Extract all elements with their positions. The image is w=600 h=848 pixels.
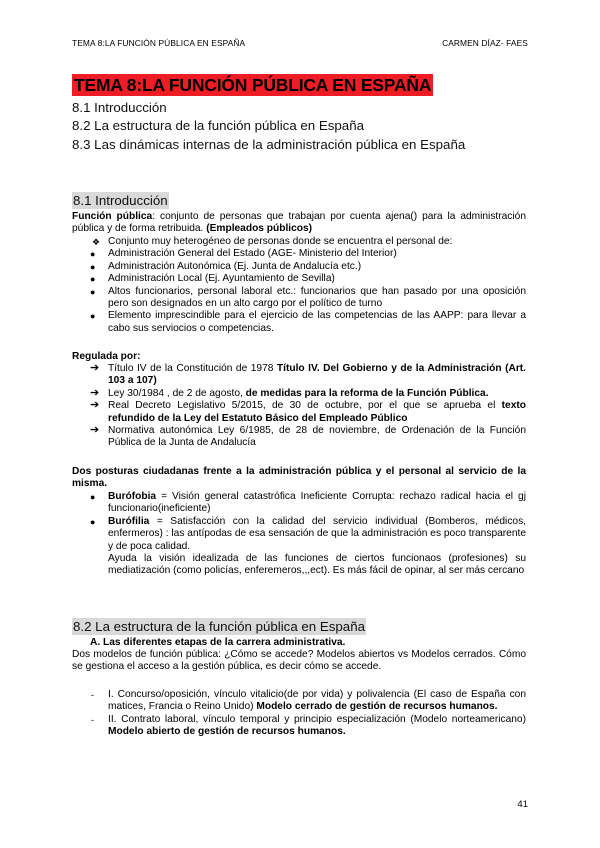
administration-list [90,248,526,335]
dash-bullet-icon: - [91,690,94,700]
arrow-bullet-icon: ➔ [90,424,100,437]
bullet-icon: ● [90,286,96,297]
list-item: ● Administración General del Estado (AGE- Ministerio del Interior) [90,248,397,260]
list-item: ➔ Ley 30/1984 , de 2 de agosto, de medidas para la reforma de la Función Pública. [90,386,489,399]
def-text: : conjunto de personas que trabajan por cuenta ajena() para la administración pública y de forma retribuida. [72,211,526,235]
regulation-list [90,362,527,450]
toc-item: 8.3 Las dinámicas internas de la administración pública en España [72,136,466,152]
list-item: ● Elemento imprescindible para el ejercicio de las competencias de las AAPP: para llevar a cabo sus serviocios o competencias. [90,310,526,334]
page-number: 41 [517,799,528,810]
toc-item: 8.2 La estructura de la función pública en España [72,118,364,134]
list-item: - II. Contrato laboral, vínculo temporal y principio especialización (Modelo norteamericano) Modelo abierto de gestión de recursos humanos. [91,713,526,738]
regulada-label: Regulada por: [72,351,141,362]
dos-posturas-heading: Dos posturas ciudadanas frente a la administración pública y el personal al servicio de la misma. [72,466,526,490]
definition-paragraph [72,211,526,236]
bullet-icon: ● [90,261,96,272]
toc-item: 8.1 Introducción [72,100,167,115]
arrow-bullet-icon: ➔ [90,386,100,399]
arrow-bullet-icon: ➔ [90,362,100,374]
models-list [91,689,526,739]
def-term: Función pública [72,211,153,222]
bullet-icon: ● [90,311,96,322]
list-item: ➔ Título IV de la Constitución de 1978 Título IV. Del Gobierno y de la Administración (Art. 103 a 107) [90,362,527,387]
list-item: ● Altos funcionarios, personal laboral etc.: funcionarios que han pasado por una oposición pero son designados en un alto cargo por el político de turno [90,285,526,310]
dash-bullet-icon: - [91,714,94,725]
list-item: ➔ Real Decreto Legislativo 5/2015, de 30 de octubre, por el que se aprueba el texto refundido de la Ley del Estatuto Básico del Empleado Público [90,399,526,424]
list-item: ➔ Normativa autonómica Ley 6/1985, de 28 de noviembre, de Ordenación de la Función Pública de la Junta de Andalucía [90,424,526,449]
list-item: ● Administración Local (Ej. Ayuntamiento de Sevilla) [90,273,335,285]
header-left: TEMA 8:LA FUNCIÓN PÚBLICA EN ESPAÑA [72,38,246,48]
list-item: Ayuda la visión idealizada de las funciones de ciertos funcionaos (profesiones) su mediatización (como policías, enferemeros,,,ect). Es más fácil de opinar, al ser más cercano [108,553,526,577]
list-item: ❖ Conjunto muy heterogéneo de personas donde se encuentra el personal de: [92,236,453,247]
arrow-bullet-icon: ➔ [90,399,100,412]
list-item: ● Burófobia = Visión general catastrófica Ineficiente Corrupta: rechazo radical hacia el gj funcionario(ineficiente) [90,491,526,515]
bullet-icon: ● [90,249,96,260]
diamond-bullet-icon: ❖ [92,237,101,247]
list-item: ● Burófilia = Satisfacción con la calidad del servicio individual (Bomberos, médicos, enfermeros) : las antípodas de esa sensación de que la administración es poco transparente y de poca calidad. [90,515,526,552]
section-heading-8-2: 8.2 La estructura de la función pública en España [73,619,365,634]
bullet-icon: ● [90,492,96,502]
header-right: CARMEN DÍAZ- FAES [442,38,528,48]
table-of-contents [72,99,465,154]
document-title: TEMA 8:LA FUNCIÓN PÚBLICA EN ESPAÑA [74,75,432,95]
subsection-a: A. Las diferentes etapas de la carrera administrativa. [90,637,346,648]
list-item: - I. Concurso/oposición, vínculo vitalicio(de por vida) y polivalencia (El caso de España con matices, Francia o Reino Unido) Modelo cerrado de gestión de recursos humanos. [91,689,526,713]
list-item: ● Administración Autonómica (Ej. Junta de Andalucía etc.) [90,260,362,272]
bullet-icon: ● [90,516,96,527]
models-intro: Dos modelos de función pública: ¿Cómo se accede? Modelos abiertos vs Modelos cerrados. Cómo se gestiona el acceso a la gestión pública, es decir cómo se accede. [72,649,526,673]
def-bold: (Empleados públicos) [206,223,313,235]
composition-list [92,236,526,248]
bullet-icon: ● [90,274,96,285]
section-heading-8-1: 8.1 Introducción [73,193,168,208]
posturas-list [90,491,526,578]
